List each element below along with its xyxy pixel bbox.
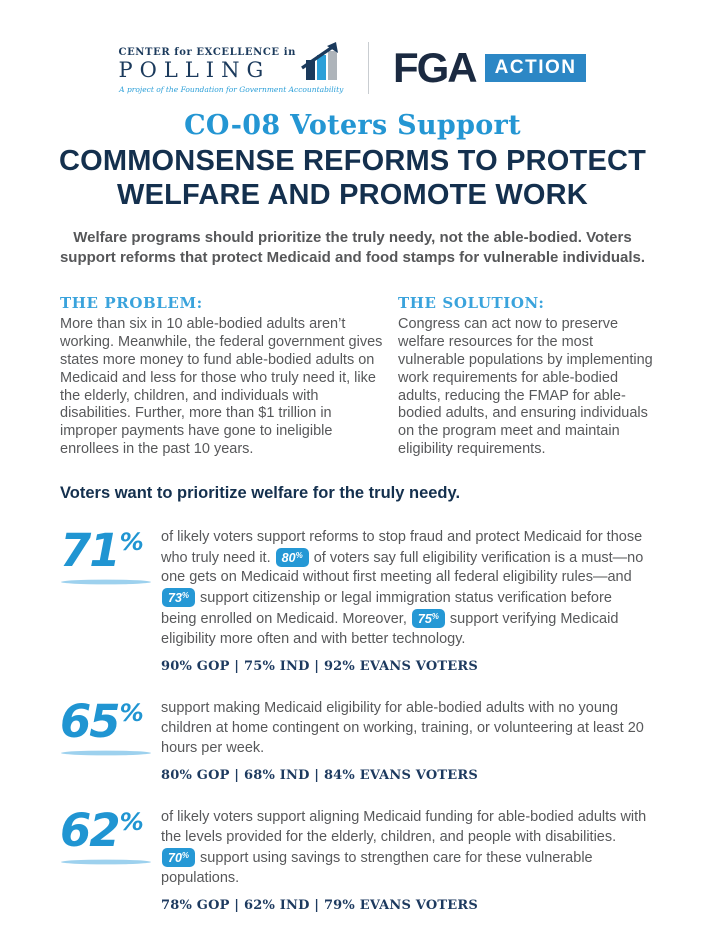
cep-logo-line1: CENTER for EXCELLENCE in	[118, 47, 296, 58]
percent-sign: %	[119, 808, 144, 837]
stat-block-65	[60, 695, 650, 784]
cep-logo-text	[119, 47, 296, 81]
cep-logo-tagline: A project of the Foundation for Government Accountability	[119, 85, 344, 94]
problem-heading: THE PROBLEM:	[60, 294, 203, 313]
solution-body: Congress can act now to preserve welfare resources for the most vulnerable populations by implementing work requirements for able-bodied adults, reducing the FMAP for able-bodied adults, and ensuring individuals on the program meet and maintain eligibility requirements.	[398, 316, 653, 458]
fga-action-badge: ACTION	[485, 54, 587, 82]
stat-content	[161, 808, 650, 913]
stat-text: of likely voters support aligning Medicaid funding for able-bodied adults with the levels provided for the elderly, children, and people with disabilities. 70% support using savings to strengthen care for these vulnerable populations.	[161, 809, 647, 886]
page-title-line1: COMMONSENSE REFORMS TO PROTECT	[58, 145, 647, 177]
problem-body: More than six in 10 able-bodied adults aren’t working. Meanwhile, the federal government gives states more money to fund able-bodied adults on Medicaid and less for those who truly need it, like the elderly, children, and individuals with disabilities. Further, more than $1 trillion in improper payments have gone to ineligible enrollees in the past 10 years.	[60, 316, 383, 458]
page-title-line2: WELFARE AND PROMOTE WORK	[117, 178, 588, 211]
header-logos	[0, 0, 705, 94]
stat-block-62	[60, 804, 650, 914]
stat-content	[161, 528, 650, 674]
problem-column	[60, 294, 386, 459]
subtitle: Welfare programs should prioritize the truly needy, not the able-bodied. Voters support reforms that protect Medicaid and food stamps for vulnerable individuals.	[59, 228, 646, 267]
cep-logo-main	[119, 42, 344, 81]
section-heading: Voters want to prioritize welfare for the truly needy.	[60, 483, 461, 502]
solution-column	[398, 294, 658, 459]
underline-swoosh	[60, 578, 156, 586]
solution-heading: THE SOLUTION:	[398, 294, 545, 313]
fga-action-logo	[392, 44, 586, 91]
problem-solution-columns	[60, 294, 705, 459]
stat-number-wrap	[60, 695, 161, 783]
stat-breakdown: 80% GOP | 68% IND | 84% EVANS VOTERS	[161, 768, 478, 784]
stat-number: 71 %	[60, 523, 144, 577]
underline-swoosh	[60, 749, 156, 757]
stat-breakdown: 78% GOP | 62% IND | 79% EVANS VOTERS	[161, 898, 478, 914]
stat-number: 65 %	[60, 695, 144, 749]
logo-divider	[368, 42, 369, 94]
fga-logo-text: FGA	[392, 44, 476, 91]
page-title	[0, 145, 705, 213]
cep-logo-line2: POLLING	[118, 58, 271, 82]
inline-percent-badge: 75%	[412, 609, 445, 628]
stat-text: of likely voters support reforms to stop fraud and protect Medicaid for those who truly need it. 80% of voters say full eligibility verification is a must—no one gets on Medicaid without first meeting all federal eligibility rules—and 73% support citizenship or legal immigration status verification before being enrolled on Medicaid. Moreover, 75% support verifying Medicaid eligibility more often and with better technology.	[161, 528, 644, 647]
center-for-excellence-in-polling-logo	[119, 42, 344, 94]
bar-chart-arrow-icon	[300, 42, 344, 80]
stat-number: 62 %	[60, 804, 144, 858]
stat-breakdown: 90% GOP | 75% IND | 92% EVANS VOTERS	[161, 659, 478, 675]
stat-text: support making Medicaid eligibility for able-bodied adults with no young children at home contingent on working, training, or volunteering at least 20 hours per week.	[161, 700, 644, 756]
inline-percent-badge: 70%	[162, 848, 195, 867]
inline-percent-badge: 73%	[162, 588, 195, 607]
stat-number-wrap	[60, 523, 161, 674]
percent-sign: %	[119, 527, 144, 556]
stat-content	[161, 699, 650, 783]
stat-number-wrap	[60, 804, 161, 913]
title-kicker: CO-08 Voters Support	[184, 110, 521, 141]
inline-percent-badge: 80%	[276, 548, 309, 567]
percent-sign: %	[119, 699, 144, 728]
underline-swoosh	[60, 858, 156, 866]
stat-block-71	[60, 523, 650, 675]
